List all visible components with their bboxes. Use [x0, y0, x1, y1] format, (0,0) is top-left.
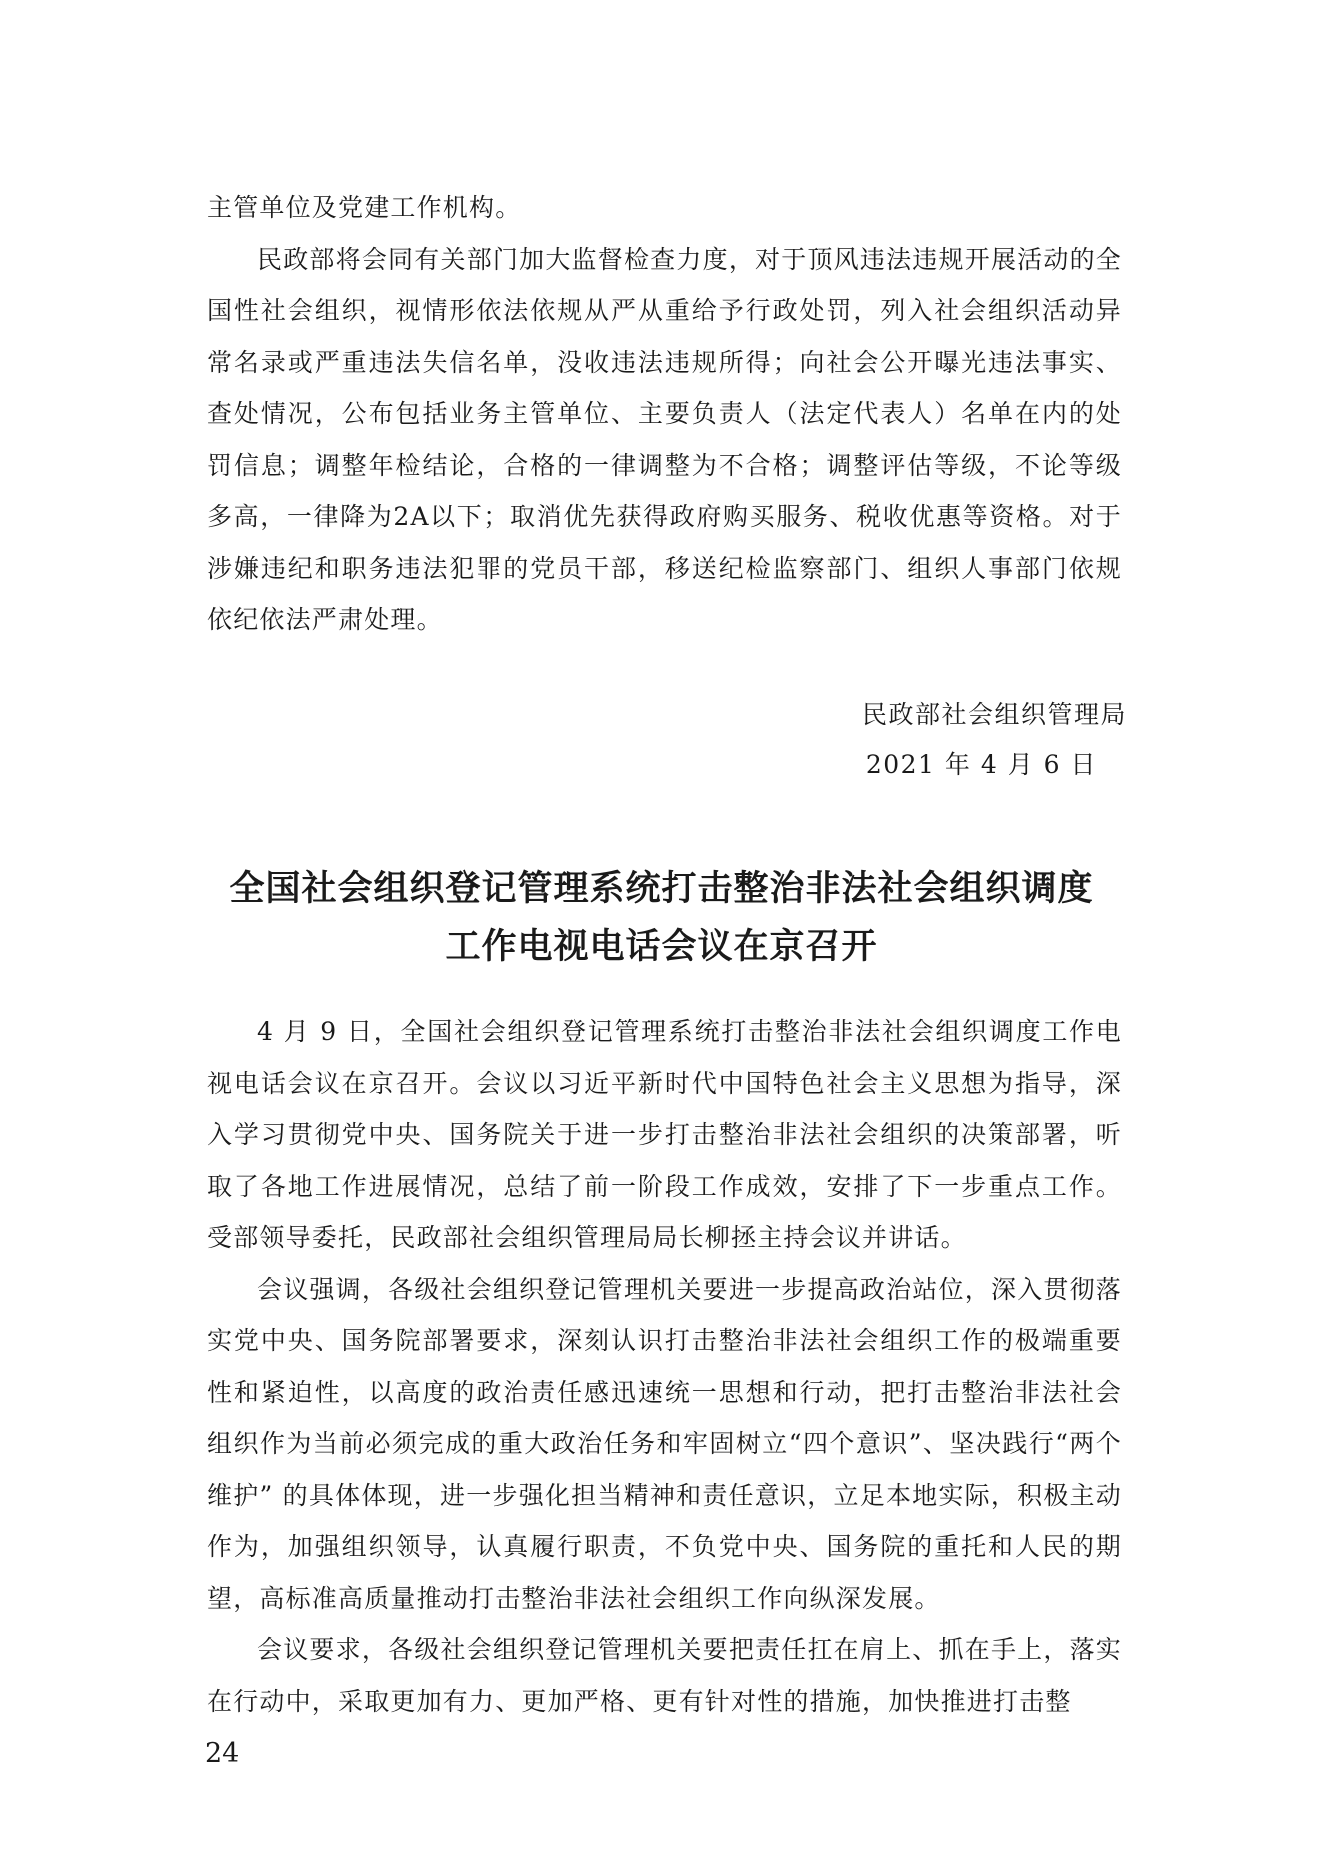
- article-body: [207, 1006, 1122, 1727]
- signature-organization: 民政部社会组织管理局: [861, 700, 1127, 729]
- signature-date: 2021 年 4 月 6 日: [865, 750, 1097, 779]
- article-title-line-2: 工作电视电话会议在京召开: [445, 927, 878, 967]
- article-paragraph-2: 会议强调，各级社会组织登记管理机关要进一步提高政治站位，深入贯彻落实党中央、国务院部署要求，深刻认识打击整治非法社会组织工作的极端重要性和紧迫性，以高度的政治责任感迅速统一思想和行动，把打击整治非法社会组织作为当前必须完成的重大政治任务和牢固树立“四个意识”、坚决践行“两个维护” 的具体体现，进一步强化担当精神和责任意识，立足本地实际，积极主动作为，加强组织领导，认真履行职责，不负党中央、国务院的重托和人民的期望，高标准高质量推动打击整治非法社会组织工作向纵深发展。: [207, 1274, 1122, 1613]
- paragraph-continued: 主管单位及党建工作机构。: [207, 193, 522, 222]
- continued-section: [207, 182, 1122, 646]
- article-paragraph-1: 4 月 9 日，全国社会组织登记管理系统打击整治非法社会组织调度工作电视电话会议在京召开。会议以习近平新时代中国特色社会主义思想为指导，深入学习贯彻党中央、国务院关于进一步打击整治非法社会组织的决策部署，听取了各地工作进展情况，总结了前一阶段工作成效，安排了下一步重点工作。受部领导委托，民政部社会组织管理局局长柳拯主持会议并讲话。: [207, 1017, 1122, 1252]
- page-number: 24: [205, 1738, 240, 1769]
- article-paragraph-3: 会议要求，各级社会组织登记管理机关要把责任扛在肩上、抓在手上，落实在行动中，采取更加有力、更加严格、更有针对性的措施，加快推进打击整: [207, 1635, 1122, 1716]
- paragraph-penalties: 民政部将会同有关部门加大监督检查力度，对于顶风违法违规开展活动的全国性社会组织，视情形依法依规从严从重给予行政处罚，列入社会组织活动异常名录或严重违法失信名单，没收违法违规所得；向社会公开曝光违法事实、查处情况，公布包括业务主管单位、主要负责人（法定代表人）名单在内的处罚信息；调整年检结论，合格的一律调整为不合格；调整评估等级，不论等级多高，一律降为2A以下；取消优先获得政府购买服务、税收优惠等资格。对于涉嫌违纪和职务违法犯罪的党员干部，移送纪检监察部门、组织人事部门依规依纪依法严肃处理。: [207, 244, 1122, 634]
- article-title-line-1: 全国社会组织登记管理系统打击整治非法社会组织调度: [229, 869, 1094, 909]
